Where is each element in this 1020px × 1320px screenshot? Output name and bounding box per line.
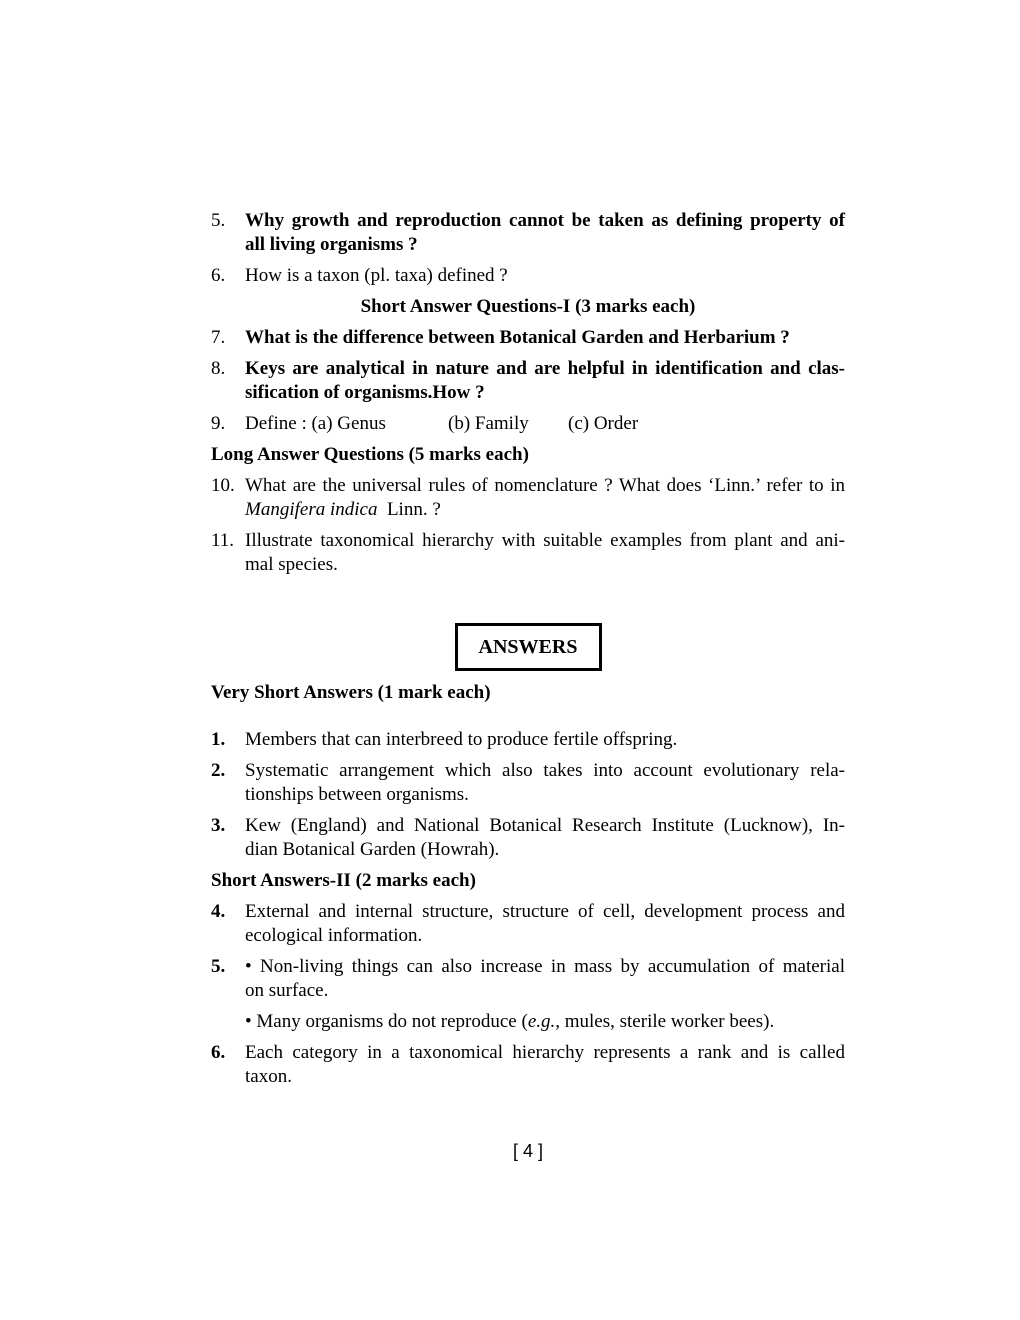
short-answers-ii-heading: Short Answers-II (2 marks each) [211, 870, 476, 891]
answers-box-label: ANSWERS [478, 636, 578, 658]
answer-2-line-1: Systematic arrangement which also takes into account evolutionary rela- [245, 760, 845, 781]
question-7-text [245, 326, 845, 350]
question-7-number: 7. [211, 327, 226, 348]
answer-3-text [245, 814, 845, 862]
answer-5 [211, 955, 845, 1003]
question-8 [211, 357, 845, 405]
answer-5-bullet-2-text [245, 1010, 845, 1034]
answer-1-text [245, 728, 845, 752]
answer-6-number: 6. [211, 1042, 226, 1063]
question-10-line-2: Mangifera indica Linn. ? [245, 499, 441, 520]
answer-6-line-2: taxon. [245, 1066, 292, 1087]
question-11 [211, 529, 845, 577]
question-5-line-2: all living organisms ? [245, 234, 418, 255]
long-answer-questions-heading: Long Answer Questions (5 marks each) [211, 444, 529, 465]
question-5 [211, 209, 845, 257]
answer-4-line-1: External and internal structure, structure of cell, development process and [245, 901, 845, 922]
question-9-number: 9. [211, 413, 226, 434]
question-8-number: 8. [211, 358, 226, 379]
question-6 [211, 264, 845, 288]
question-6-number: 6. [211, 265, 226, 286]
question-5-line-1: Why growth and reproduction cannot be taken as defining property of [245, 210, 845, 231]
answer-6-line-1: Each category in a taxonomical hierarchy represents a rank and is called [245, 1042, 845, 1063]
answer-1-line-1: Members that can interbreed to produce fertile offspring. [245, 729, 678, 750]
question-11-line-2: mal species. [245, 554, 338, 575]
question-11-number: 11. [211, 530, 235, 551]
answer-3-line-2: dian Botanical Garden (Howrah). [245, 839, 500, 860]
answer-5-number: 5. [211, 956, 226, 977]
question-11-text [245, 529, 845, 577]
question-9-line-1 [245, 412, 845, 436]
short-answer-questions-heading: Short Answer Questions-I (3 marks each) [360, 296, 696, 317]
answer-5-bullet-2 [211, 1010, 845, 1034]
question-6-line-1: How is a taxon (pl. taxa) defined ? [245, 265, 508, 286]
content-column [211, 209, 845, 1096]
answer-4-line-2: ecological information. [245, 925, 423, 946]
answer-2 [211, 759, 845, 807]
answer-4-text [245, 900, 845, 948]
question-6-text [245, 264, 845, 288]
question-10-text [245, 474, 845, 522]
answer-4-number: 4. [211, 901, 226, 922]
answer-3 [211, 814, 845, 862]
question-10 [211, 474, 845, 522]
question-5-text [245, 209, 845, 257]
question-10-number: 10. [211, 475, 235, 496]
question-7 [211, 326, 845, 350]
very-short-answers-heading: Very Short Answers (1 mark each) [211, 682, 491, 703]
answer-4 [211, 900, 845, 948]
answer-3-number: 3. [211, 815, 226, 836]
answer-6-text [245, 1041, 845, 1089]
question-11-line-1: Illustrate taxonomical hierarchy with suitable examples from plant and ani- [245, 530, 845, 551]
question-8-text [245, 357, 845, 405]
question-5-number: 5. [211, 210, 226, 231]
answer-5-bullet-1-line-1: • Non-living things can also increase in mass by accumulation of material [245, 956, 845, 977]
answer-1 [211, 728, 845, 752]
question-7-line-1: What is the difference between Botanical Garden and Herbarium ? [245, 327, 790, 348]
question-8-line-1: Keys are analytical in nature and are helpful in identification and clas- [245, 358, 845, 379]
question-8-line-2: sification of organisms.How ? [245, 382, 485, 403]
question-9-text [245, 412, 845, 436]
question-9 [211, 412, 845, 436]
answer-5-bullet-1-line-2: on surface. [245, 980, 329, 1001]
answer-3-line-1: Kew (England) and National Botanical Research Institute (Lucknow), In- [245, 815, 845, 836]
page-number: [ 4 ] [512, 1141, 543, 1161]
question-9-part-b: (b) Family [448, 413, 529, 434]
question-9-part-a: Define : (a) Genus [245, 413, 386, 434]
answer-2-text [245, 759, 845, 807]
answer-5-bullet-1 [245, 955, 845, 1003]
answer-2-number: 2. [211, 760, 226, 781]
answer-2-line-2: tionships between organisms. [245, 784, 469, 805]
answer-6 [211, 1041, 845, 1089]
answer-1-number: 1. [211, 729, 226, 750]
answer-5-bullet-2-line-1: • Many organisms do not reproduce (e.g., mules, sterile worker bees). [245, 1011, 775, 1032]
question-9-part-c: (c) Order [568, 413, 639, 434]
answers-box [455, 623, 602, 671]
question-10-line-1: What are the universal rules of nomenclature ? What does ‘Linn.’ refer to in [245, 475, 845, 496]
